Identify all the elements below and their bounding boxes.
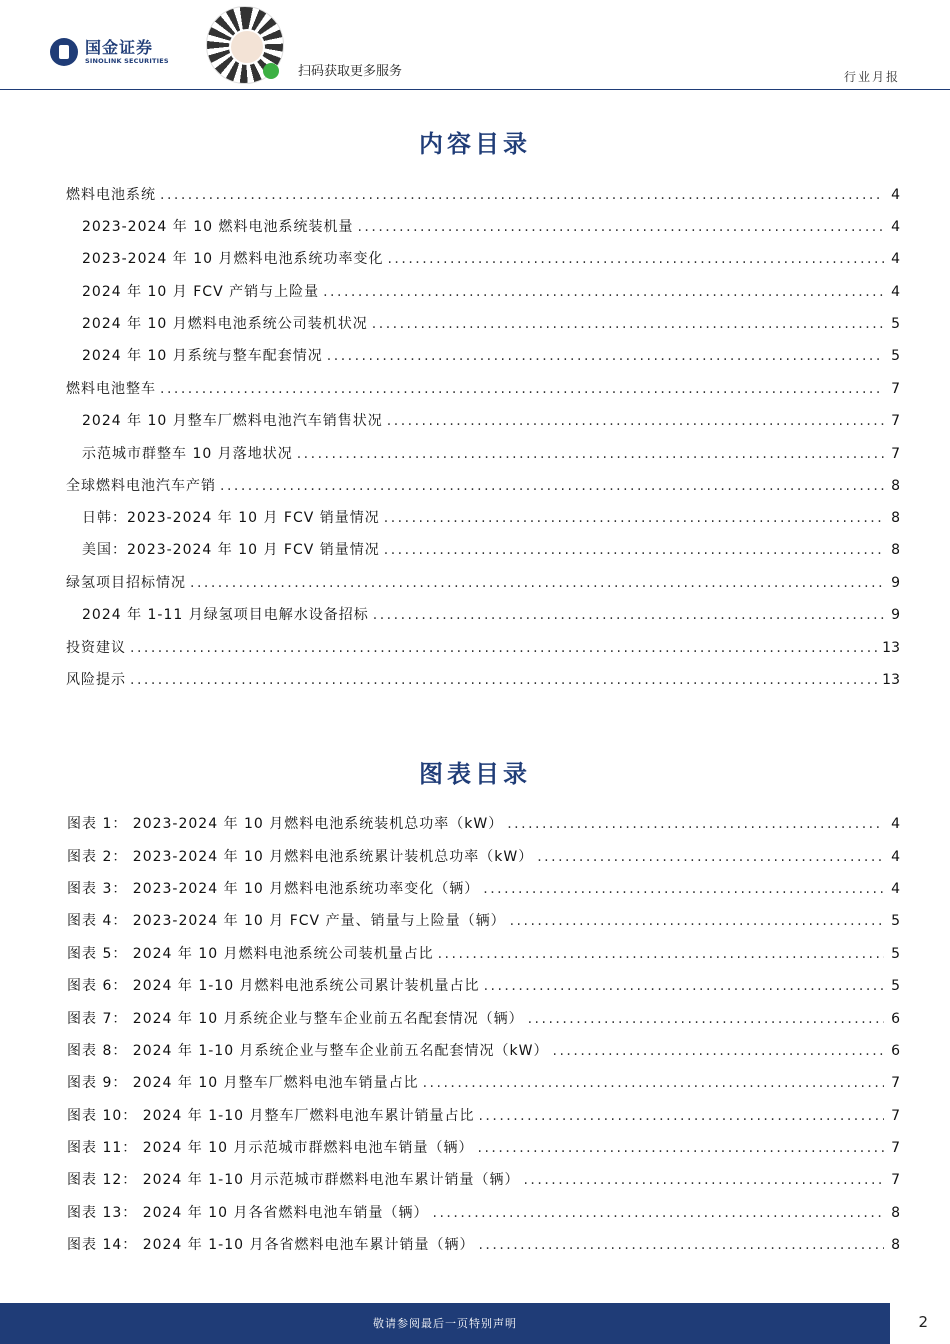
toc-title: 内容目录 [419, 129, 531, 158]
footer-disclaimer: 敬请参阅最后一页特别声明 [373, 1317, 517, 1330]
figure-entry[interactable]: 图表 10： 2024 年 1-10 月整车厂燃料电池车累计销量占比 ..... 7 [67, 1105, 900, 1125]
toc-entry[interactable]: 2023-2024 年 10 月燃料电池系统功率变化 ..... 4 [82, 248, 900, 268]
company-name-en: SINOLINK SECURITIES [85, 56, 169, 65]
toc-entry[interactable]: 2024 年 10 月燃料电池系统公司装机状况 ..... 5 [82, 313, 900, 333]
toc-entry[interactable]: 2024 年 10 月系统与整车配套情况 ..... 5 [82, 345, 900, 365]
figure-entry[interactable]: 图表 9： 2024 年 10 月整车厂燃料电池车销量占比 ..... 7 [67, 1072, 900, 1092]
figure-entry[interactable]: 图表 8： 2024 年 1-10 月系统企业与整车企业前五名配套情况（kW） ..... 6 [67, 1040, 900, 1060]
figure-entry[interactable]: 图表 11： 2024 年 10 月示范城市群燃料电池车销量（辆） ..... 7 [67, 1137, 900, 1157]
page-header [0, 0, 950, 90]
figure-entry[interactable]: 图表 13： 2024 年 10 月各省燃料电池车销量（辆） ..... 8 [67, 1202, 900, 1222]
figure-entry[interactable]: 图表 6： 2024 年 1-10 月燃料电池系统公司累计装机量占比 ..... 5 [67, 975, 900, 995]
logo-mark-icon [50, 38, 78, 66]
figure-entry[interactable]: 图表 7： 2024 年 10 月系统企业与整车企业前五名配套情况（辆） ..... 6 [67, 1008, 900, 1028]
company-name-cn: 国金证券 [85, 37, 154, 57]
figure-entry[interactable]: 图表 3： 2023-2024 年 10 月燃料电池系统功率变化（辆） ..... 4 [67, 878, 900, 898]
toc-entry[interactable]: 燃料电池系统 ..... 4 [66, 184, 900, 204]
toc-entry[interactable]: 示范城市群整车 10 月落地状况 ..... 7 [82, 443, 900, 463]
figure-entry[interactable]: 图表 12： 2024 年 1-10 月示范城市群燃料电池车累计销量（辆） ..... 7 [67, 1169, 900, 1189]
figure-entry[interactable]: 图表 4： 2023-2024 年 10 月 FCV 产量、销量与上险量（辆） ..... 5 [67, 910, 900, 930]
figure-entry[interactable]: 图表 5： 2024 年 10 月燃料电池系统公司装机量占比 ..... 5 [67, 943, 900, 963]
figure-entry[interactable]: 图表 1： 2023-2024 年 10 月燃料电池系统装机总功率（kW） ..... 4 [67, 813, 900, 833]
toc-entry[interactable]: 2023-2024 年 10 燃料电池系统装机量 ..... 4 [82, 216, 900, 236]
qr-code-icon[interactable] [206, 6, 284, 84]
figures-title: 图表目录 [419, 759, 531, 788]
toc-entry[interactable]: 投资建议 ..... 13 [66, 637, 900, 657]
toc-entry[interactable]: 燃料电池整车 ..... 7 [66, 378, 900, 398]
toc-entry[interactable]: 2024 年 10 月整车厂燃料电池汽车销售状况 ..... 7 [82, 410, 900, 430]
figure-entry[interactable]: 图表 14： 2024 年 1-10 月各省燃料电池车累计销量（辆） ..... 8 [67, 1234, 900, 1254]
toc-entry[interactable]: 日韩：2023-2024 年 10 月 FCV 销量情况 ..... 8 [82, 507, 900, 527]
figure-entry[interactable]: 图表 2： 2023-2024 年 10 月燃料电池系统累计装机总功率（kW） ..... 4 [67, 846, 900, 866]
toc-entry[interactable]: 全球燃料电池汽车产销 ..... 8 [66, 475, 900, 495]
toc-entry[interactable]: 2024 年 10 月 FCV 产销与上险量 ..... 4 [82, 281, 900, 301]
toc-entry[interactable]: 2024 年 1-11 月绿氢项目电解水设备招标 ..... 9 [82, 604, 900, 624]
qr-caption: 扫码获取更多服务 [298, 64, 403, 79]
header-divider [0, 89, 950, 90]
toc-entry[interactable]: 美国：2023-2024 年 10 月 FCV 销量情况 ..... 8 [82, 539, 900, 559]
report-type: 行业月报 [843, 70, 900, 84]
page-number: 2 [918, 1313, 928, 1331]
toc-entry[interactable]: 绿氢项目招标情况 ..... 9 [66, 572, 900, 592]
toc-entry[interactable]: 风险提示 ..... 13 [66, 669, 900, 689]
page-footer [0, 1303, 890, 1344]
company-logo [50, 38, 169, 66]
